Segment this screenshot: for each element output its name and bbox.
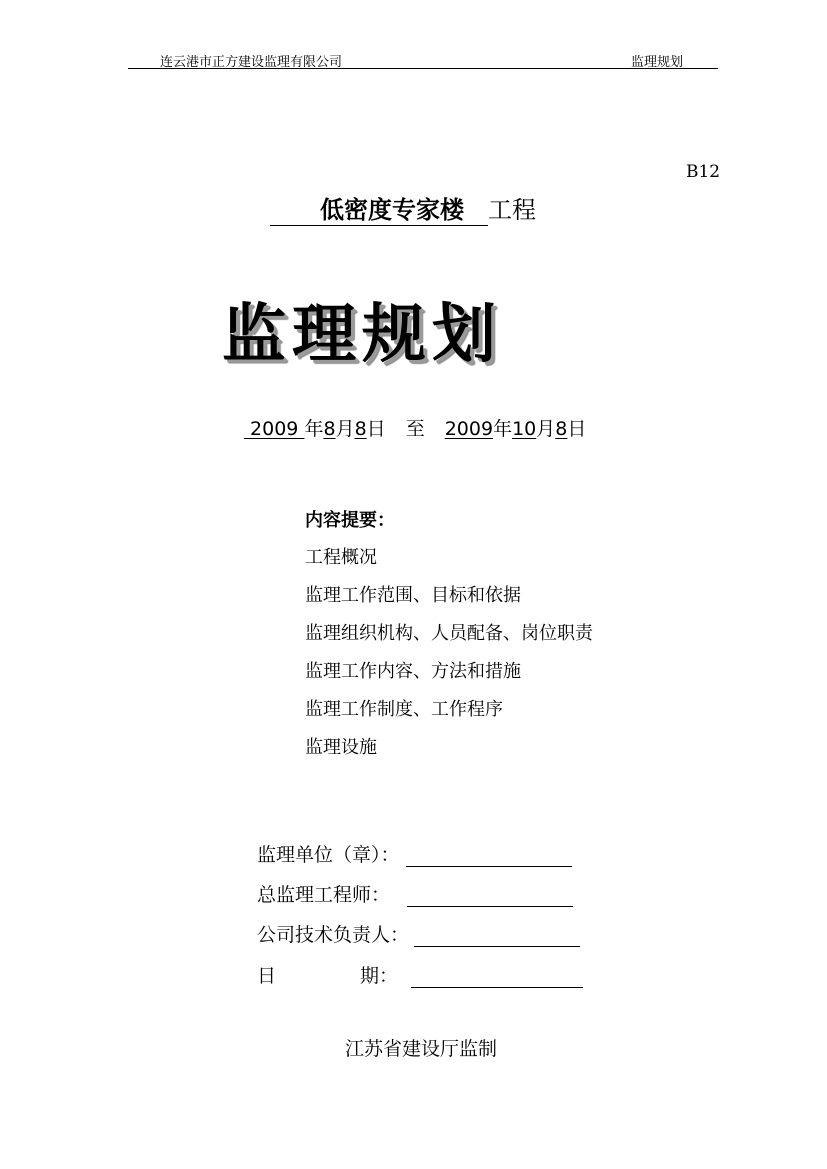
unit-blank[interactable] xyxy=(406,848,572,867)
contents-heading: 内容提要： xyxy=(305,510,395,531)
list-item: 监理工作范围、目标和依据 xyxy=(305,585,521,606)
page-title: 监理规划 xyxy=(222,298,502,372)
end-year: 2009 xyxy=(444,418,494,440)
contents-summary xyxy=(305,509,593,774)
project-suffix: 工程 xyxy=(488,196,536,224)
year-char-2: 年 xyxy=(493,418,513,440)
month-char-2: 月 xyxy=(536,418,556,440)
to-char: 至 xyxy=(405,418,425,440)
list-item: 监理工作内容、方法和措施 xyxy=(305,661,521,682)
chief-engineer-blank[interactable] xyxy=(407,888,573,907)
header-doc-type: 监理规划 xyxy=(631,55,684,70)
signature-date-row xyxy=(257,961,583,988)
chief-engineer-label: 总监理工程师： xyxy=(257,884,391,906)
date-blank[interactable] xyxy=(411,969,583,988)
start-day: 8 xyxy=(354,418,367,440)
footer-issuer: 江苏省建设厅监制 xyxy=(345,1038,498,1060)
month-char: 月 xyxy=(335,418,355,440)
list-item: 监理组织机构、人员配备、岗位职责 xyxy=(305,623,593,644)
project-name: 低密度专家楼 xyxy=(270,195,488,226)
start-year: 2009 xyxy=(250,418,299,440)
date-label-second: 期： xyxy=(360,965,399,987)
date-range xyxy=(244,414,586,441)
form-code: B12 xyxy=(686,162,721,182)
end-day: 8 xyxy=(555,418,568,440)
list-item: 监理设施 xyxy=(305,737,377,758)
signature-tech-row xyxy=(257,920,580,947)
day-char-2: 日 xyxy=(567,418,587,440)
end-month: 10 xyxy=(512,418,537,440)
start-month: 8 xyxy=(323,418,336,440)
start-year-field xyxy=(244,418,304,440)
unit-label: 监理单位（章）： xyxy=(257,844,400,866)
date-label-first: 日 xyxy=(257,965,277,987)
list-item: 工程概况 xyxy=(305,547,377,568)
year-char: 年 xyxy=(304,418,324,440)
project-line xyxy=(270,190,536,226)
header-divider xyxy=(128,68,718,69)
tech-lead-label: 公司技术负责人： xyxy=(257,924,410,946)
day-char: 日 xyxy=(366,418,386,440)
signature-chief-row xyxy=(257,880,573,907)
list-item: 监理工作制度、工作程序 xyxy=(305,699,503,720)
header-company: 连云港市正方建设监理有限公司 xyxy=(160,55,343,70)
signature-unit-row xyxy=(257,840,572,867)
tech-lead-blank[interactable] xyxy=(414,928,580,947)
